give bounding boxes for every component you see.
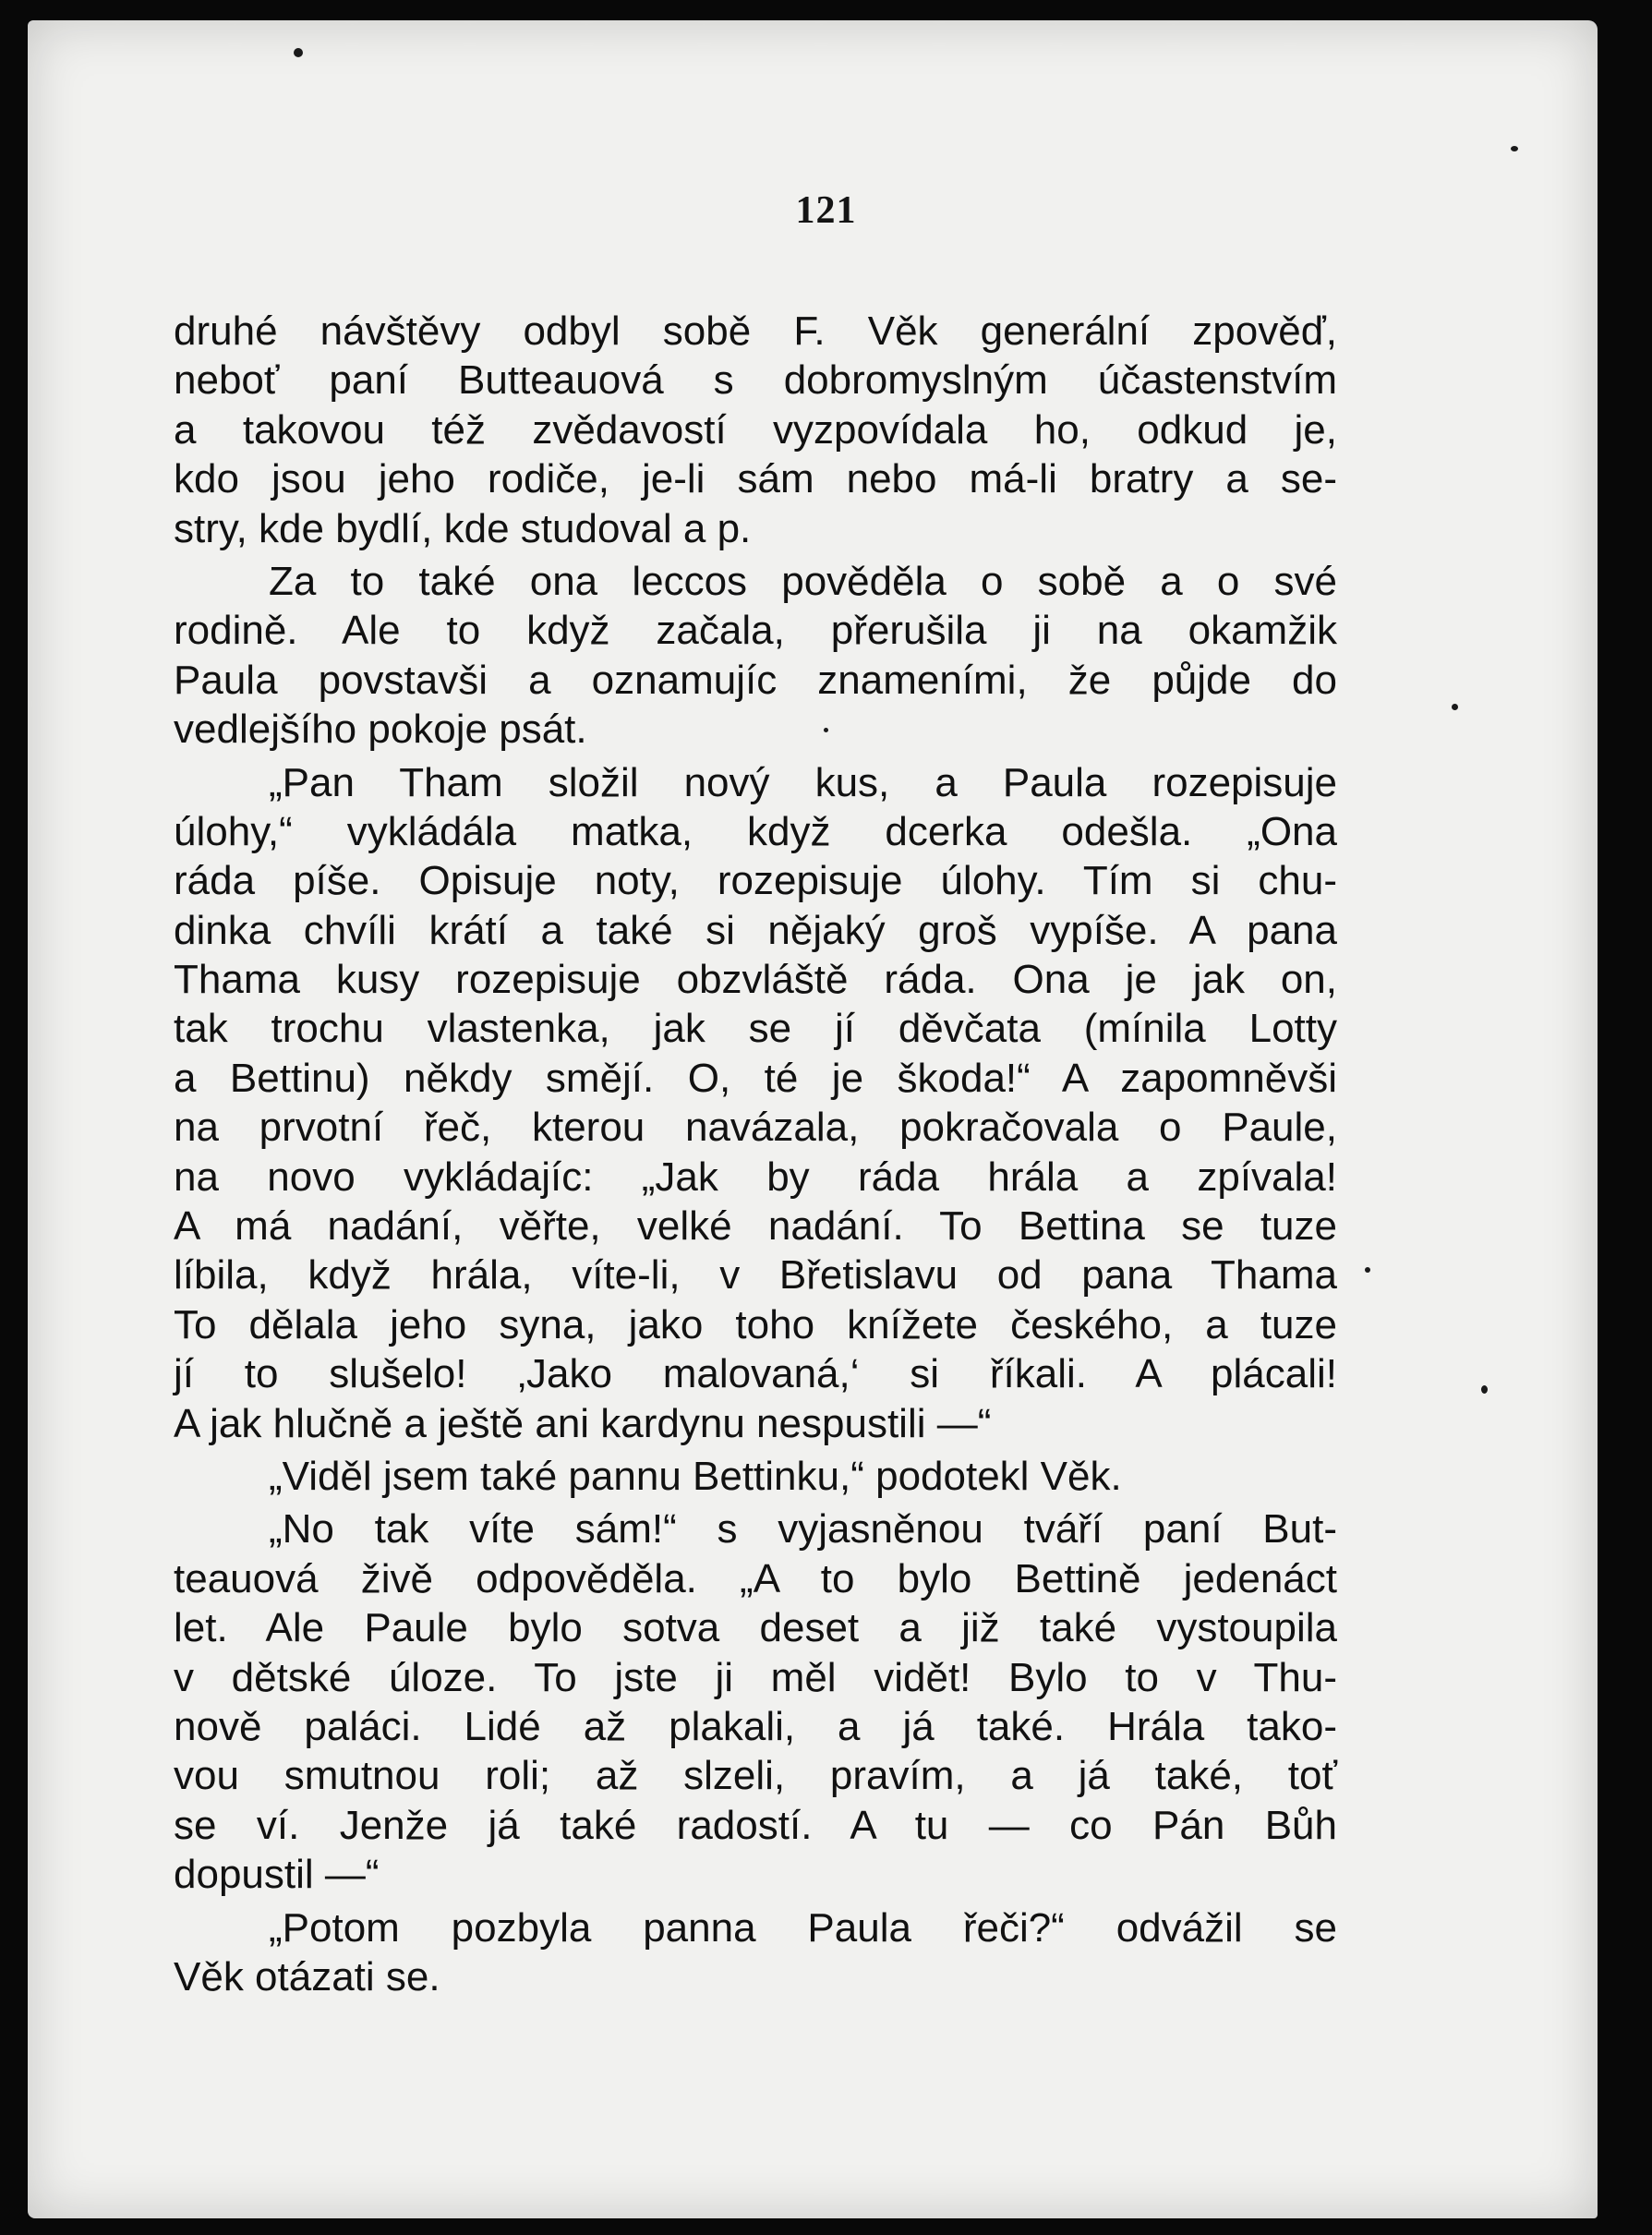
text-line: ráda píše. Opisuje noty, rozepisuje úlohy. Tím si chu-	[174, 858, 1337, 904]
scan-speck	[1452, 704, 1458, 710]
text-line: kdo jsou jeho rodiče, je-li sám nebo má-li bratry a se-	[174, 456, 1337, 502]
text-line: dinka chvíli krátí a také si nějaký groš vypíše. A pana	[174, 907, 1337, 953]
paragraph	[174, 758, 1337, 1448]
text-line: Za to také ona leccos pověděla o sobě a o své	[269, 558, 1337, 604]
text-line: A má nadání, věřte, velké nadání. To Bettina se tuze	[174, 1203, 1337, 1250]
text-line: a Bettinu) někdy smějí. O, té je škoda!“ A zapomněvši	[174, 1055, 1337, 1101]
text-line: jí to slušelo! ‚Jako malovaná,‘ si říkali. A plácali!	[174, 1351, 1337, 1397]
text-line: To dělala jeho syna, jako toho knížete českého, a tuze	[174, 1301, 1337, 1347]
text-line: Věk otázati se.	[174, 1953, 440, 1999]
text-line: vou smutnou roli; až slzeli, pravím, a já také, toť	[174, 1753, 1337, 1799]
text-line: „Pan Tham složil nový kus, a Paula rozepisuje	[269, 759, 1337, 805]
text-line: A jak hlučně a ještě ani kardynu nespustili —“	[174, 1400, 992, 1446]
text-line: v dětské úloze. To jste ji měl vidět! Bylo to v Thu-	[174, 1654, 1337, 1700]
paragraph	[174, 1452, 1337, 1501]
paragraph	[174, 1504, 1337, 1899]
text-line: Paula povstavši a oznamujíc znameními, že půjde do	[174, 657, 1337, 703]
text-line: teauová živě odpověděla. „A to bylo Bettině jedenáct	[174, 1555, 1337, 1601]
text-line: neboť paní Butteauová s dobromyslným účastenstvím	[174, 357, 1337, 404]
text-line: „Potom pozbyla panna Paula řeči?“ odvážil se	[269, 1904, 1337, 1951]
paragraph	[174, 307, 1337, 553]
text-line: let. Ale Paule bylo sotva deset a již také vystoupila	[174, 1605, 1337, 1651]
paragraph	[174, 1903, 1337, 2002]
text-line: na prvotní řeč, kterou navázala, pokračovala o Paule,	[174, 1105, 1337, 1151]
paragraph	[174, 557, 1337, 755]
page-number: 121	[795, 189, 857, 232]
text-line: na novo vykládajíc: „Jak by ráda hrála a zpívala!	[174, 1154, 1337, 1200]
scan-speck	[1365, 1267, 1370, 1273]
text-line: stry, kde bydlí, kde studoval a p.	[174, 505, 752, 551]
text-line: úlohy,“ vykládála matka, když dcerka odešla. „Ona	[174, 808, 1337, 854]
scan-speck	[1481, 1385, 1488, 1394]
text-line: vedlejšího pokoje psát.	[174, 707, 587, 753]
text-line: líbila, když hrála, víte-li, v Břetislavu od pana Thama	[174, 1252, 1337, 1299]
text-line: Thama kusy rozepisuje obzvláště ráda. Ona je jak on,	[174, 957, 1337, 1003]
text-line: tak trochu vlastenka, jak se jí děvčata (mínila Lotty	[174, 1006, 1337, 1052]
text-line: „Viděl jsem také pannu Bettinku,“ podotekl Věk.	[269, 1453, 1122, 1499]
text-line: druhé návštěvy odbyl sobě F. Věk generální zpověď,	[174, 308, 1337, 354]
text-line: rodině. Ale to když začala, přerušila ji na okamžik	[174, 608, 1337, 654]
text-line: dopustil —“	[174, 1852, 380, 1898]
text-line: „No tak víte sám!“ s vyjasněnou tváří paní But-	[269, 1506, 1337, 1552]
text-line: se ví. Jenže já také radostí. A tu — co Pán Bůh	[174, 1802, 1337, 1848]
scan-speck	[294, 48, 303, 57]
text-line: a takovou též zvědavostí vyzpovídala ho, odkud je,	[174, 406, 1337, 453]
text-line: nově paláci. Lidé až plakali, a já také. Hrála tako-	[174, 1703, 1337, 1749]
body-text	[174, 307, 1337, 2005]
scan-speck	[1511, 146, 1518, 151]
